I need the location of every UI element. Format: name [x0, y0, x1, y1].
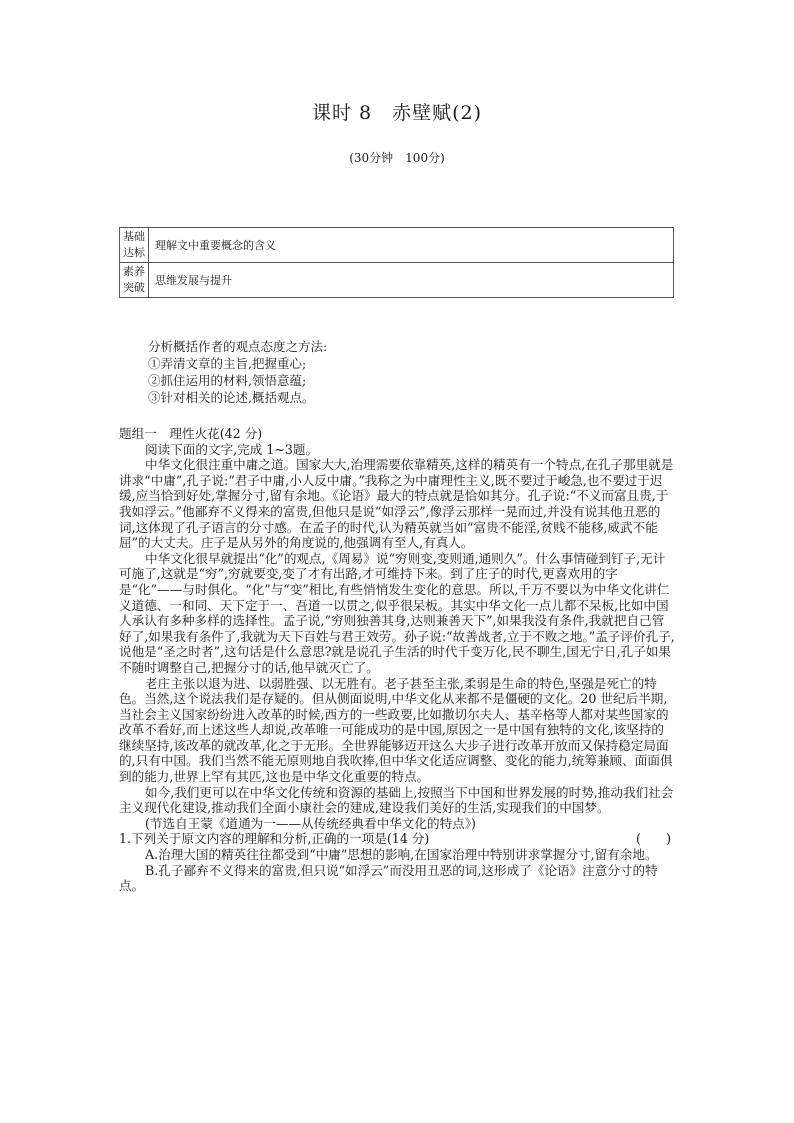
goals-table [119, 227, 674, 298]
goal-row [120, 228, 674, 263]
article-paragraph: 如今,我们更可以在中华文化传统和资源的基础上,按照当下中国和世界发展的时势,推动我们社会主义现代化建设,推动我们全面小康社会的建成,建设我们美好的生活,实现我们的中国梦。 [119, 784, 674, 816]
section-instruction: 阅读下面的文字,完成 1~3题。 [145, 441, 319, 457]
method-box [148, 338, 668, 406]
method-item: ①弄清文章的主旨,把握重心; [148, 356, 307, 371]
article-source: (节选自王蒙《道通为一——从传统经典看中华文化的特点》) [145, 815, 476, 831]
goal-label-bottom: 突破 [123, 281, 145, 294]
goal-label-bottom: 达标 [123, 246, 145, 259]
goal-label-top: 素养 [123, 265, 145, 278]
question-option: A.治理大国的精英往往都受到“中庸”思想的影响,在国家治理中特别讲求掌握分寸,留有余地。 [145, 847, 658, 863]
question-stem-row [119, 831, 675, 847]
question-option: B.孔子鄙弃不义得来的富贵,但只说“如浮云”而没用丑恶的词,这形成了《论语》注意分寸的特点。 [119, 862, 658, 894]
question-stem: 1.下列关于原文内容的理解和分析,正确的一项是(14 分) [119, 831, 430, 847]
goal-text: 理解文中重要概念的含义 [149, 228, 674, 263]
method-item: ③针对相关的论述,概括观点。 [148, 390, 315, 405]
reading-section [119, 426, 675, 894]
method-item: ②抓住运用的材料,领悟意蕴; [148, 373, 307, 388]
method-heading: 分析概括作者的观点态度之方法: [148, 339, 328, 354]
goal-label [120, 263, 149, 298]
article-paragraph: 中华文化很早就提出“化”的观点,《周易》说“穷则变,变则通,通则久”。什么事情碰到钉子,无计可施了,这就是“穷”,穷就要变,变了才有出路,才可维持下来。到了庄子的时代,更喜欢用的字是“化”——与时俱化。“化”与“变”相比,有些悄悄发生变化的意思。所以,千万不要以为中华文化讲仁义道德、一和同、天下定于一、吾道一以贯之,似乎很呆板。其实中华文化一点儿都不呆板,比如中国人承认有多种多样的选择性。孟子说,“穷则独善其身,达则兼善天下”,如果我没有条件,我就把自己管好了,如果我有条件了,我就为天下百姓与君王效劳。孙子说:“故善战者,立于不败之地。”孟子评价孔子,说他是“圣之时者”,这句话是什么意思?就是说孔子生活的时代千变万化,民不聊生,国无宁日,孔子如果不随时调整自己,把握分寸的话,他早就灭亡了。 [119, 550, 675, 675]
section-title: 题组一 理性火花(42 分) [119, 426, 263, 441]
goal-label [120, 228, 149, 263]
goal-label-top: 基础 [123, 230, 145, 243]
answer-bracket: ( ) [635, 831, 671, 847]
goal-text: 思维发展与提升 [149, 263, 674, 298]
article-paragraph: 中华文化很注重中庸之道。国家大大,治理需要依靠精英,这样的精英有一个特点,在孔子那里就是讲求“中庸”,孔子说:“君子中庸,小人反中庸。”我称之为中庸理性主义,既不要过于峻急,也不要过于迟缓,应当恰到好处,掌握分寸,留有余地。《论语》最大的特点就是恰如其分。孔子说:“不义而富且贵,于我如浮云。”他鄙弃不义得来的富贵,但他只是说“如浮云”,像浮云那样一晃而过,并没有说其他丑恶的词,这体现了孔子语言的分寸感。在孟子的时代,认为精英就当如“富贵不能淫,贫贱不能移,威武不能屈”的大丈夫。庄子是从另外的角度说的,他强调有至人,有真人。 [119, 457, 674, 551]
lesson-title: 课时 8 赤壁赋(2) [311, 102, 483, 124]
lesson-subtitle: (30分钟 100分) [349, 151, 445, 165]
goal-row [120, 263, 674, 298]
article-paragraph: 老庄主张以退为进、以弱胜强、以无胜有。老子甚至主张,柔弱是生命的特色,坚强是死亡的特色。当然,这个说法我们是存疑的。但从侧面说明,中华文化从来都不是僵硬的文化。20 世纪后半期,当社会主义国家纷纷进入改革的时候,西方的一些政要,比如撒切尔夫人、基辛格等人都对某些国家的改革不看好,而上述这些人却说,改革唯一可能成功的是中国,原因之一是中国有独特的文化,该坚持的继续坚持,该改革的就改革,化之于无形。全世界能够迈开这么大步子进行改革开放而又保持稳定局面的,只有中国。我们当然不能无原则地自我吹捧,但中华文化适应调整、变化的能力,统筹兼顾、面面俱到的能力,世界上罕有其匹,这也是中华文化重要的特点。 [119, 675, 673, 785]
